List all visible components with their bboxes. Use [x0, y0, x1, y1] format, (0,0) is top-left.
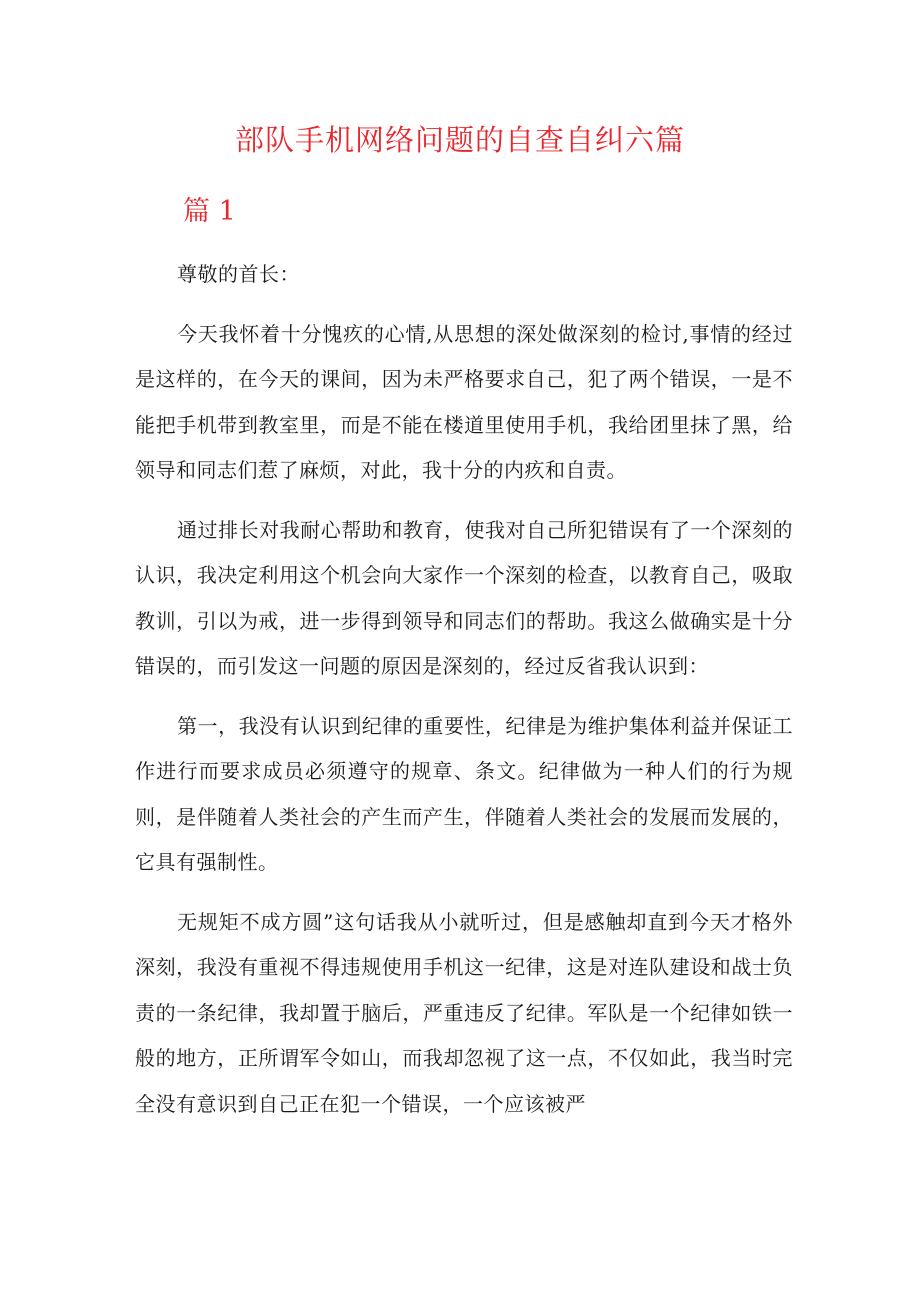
paragraph: 通过排长对我耐心帮助和教育，使我对自己所犯错误有了一个深刻的认识，我决定利用这个机会向大家作一个深刻的检查，以教育自己，吸取教训，引以为戒，进一步得到领导和同志们的帮助。我这么做确实是十分错误的，而引发这一问题的原因是深刻的，经过反省我认识到：: [135, 517, 793, 678]
paragraph: 无规矩不成方圆”这句话我从小就听过，但是感触却直到今天才格外深刻，我没有重视不得违规使用手机这一纪律，这是对连队建设和战士负责的一条纪律，我却置于脑后，严重违反了纪律。军队是一个纪律如铁一般的地方，正所谓军令如山，而我却忽视了这一点，不仅如此，我当时完全没有意识到自己正在犯一个错误，一个应该被严: [135, 909, 793, 1116]
salutation: 尊敬的首长：: [177, 262, 300, 286]
paragraph: 第一，我没有认识到纪律的重要性，纪律是为维护集体利益并保证工作进行而要求成员必须遵守的规章、条文。纪律做为一种人们的行为规则，是伴随着人类社会的产生而产生，伴随着人类社会的发展而发展的，它具有强制性。: [135, 713, 793, 874]
document-title: 部队手机网络问题的自查自纠六篇: [234, 123, 685, 157]
document-body: [135, 252, 793, 1141]
section-heading: 篇 1: [183, 196, 236, 227]
paragraph: 今天我怀着十分愧疚的心情,从思想的深处做深刻的检讨,事情的经过是这样的，在今天的课间，因为未严格要求自己，犯了两个错误，一是不能把手机带到教室里，而是不能在楼道里使用手机，我给团里抹了黑，给领导和同志们惹了麻烦，对此，我十分的内疚和自责。: [135, 321, 793, 482]
